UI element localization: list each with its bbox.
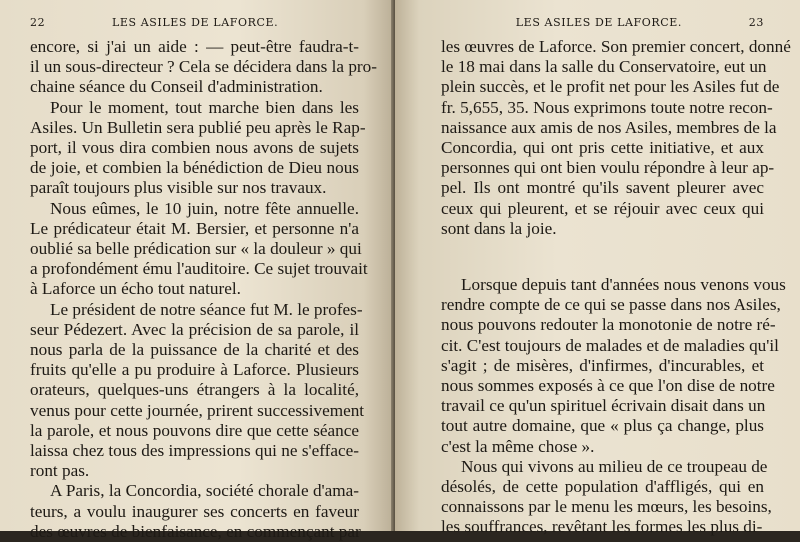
left-page — [0, 0, 395, 541]
text-line: ceux qui pleurent, et se réjouir avec ceux qui — [441, 198, 764, 218]
text-line: Le prédicateur était M. Bersier, et personne n'a — [30, 218, 359, 238]
text-line: seur Pédezert. Avec la précision de sa parole, il — [30, 319, 359, 339]
text-line: pel. Ils ont montré qu'ils savent pleurer avec — [441, 178, 764, 198]
text-line: il un sous-directeur ? Cela se décidera dans la pro- — [30, 57, 377, 77]
left-running-head — [30, 16, 359, 29]
text-line: travail ce qu'un spirituel écrivain disait dans un — [441, 396, 766, 416]
paragraph — [30, 37, 377, 98]
text-line: s'agit ; de misères, d'infirmes, d'incurables, et — [441, 355, 764, 375]
text-line: c'est la même chose ». — [441, 436, 595, 456]
paragraph — [441, 275, 786, 457]
text-line: désolés, de cette population d'affligés, qui en — [441, 477, 764, 497]
text-line: Nous qui vivons au milieu de ce troupeau de — [461, 456, 768, 476]
text-line: le 18 mai dans la salle du Conservatoire, eut un — [441, 57, 767, 77]
text-line: de joie, et combien la bénédiction de Dieu nous — [30, 158, 359, 178]
text-line: Asiles. Un Bulletin sera publié peu après le Rap- — [30, 117, 366, 137]
text-line: Pour le moment, tout marche bien dans les — [50, 97, 359, 117]
text-line: port, il vous dira combien nous avons de sujets — [30, 138, 359, 158]
text-line: fruits qu'elle a pu produire à Laforce. Plusieurs — [30, 360, 359, 380]
text-line: oublié sa belle prédication sur « la douleur » qui — [30, 239, 362, 259]
text-line: Le président de notre séance fut M. le profes- — [50, 299, 363, 319]
right-running-head — [441, 16, 764, 29]
text-line: personnes qui ont bien voulu répondre à leur ap- — [441, 158, 775, 178]
text-line: les souffrances, revêtant les formes les plus di- — [441, 517, 763, 537]
text-line: connaissons par le menu les mœurs, les besoins, — [441, 497, 772, 517]
left-page-body — [30, 37, 377, 542]
text-line: encore, si j'ai un aide : — peut-être faudra-t- — [30, 37, 359, 56]
left-running-title: LES ASILES DE LAFORCE. — [111, 16, 279, 29]
text-line: naissance aux amis de nos Asiles, membres de la — [441, 117, 777, 137]
text-line: chaine séance du Conseil d'administration. — [30, 77, 323, 97]
text-line: les œuvres de Laforce. Son premier concert, donné — [441, 37, 791, 56]
text-line: laissa chez tous des impressions qui ne s'efface- — [30, 441, 359, 461]
text-line: des œuvres de bienfaisance, en commençant par — [30, 521, 361, 541]
text-line: nous sommes exposés à ce que l'on dise de notre — [441, 376, 775, 396]
text-line: rendre compte de ce qui se passe dans nos Asiles, — [441, 295, 781, 315]
right-running-title: LES ASILES DE LAFORCE. — [515, 16, 683, 29]
paragraph — [30, 97, 366, 199]
text-line: nous parla de la puissance de la charité et des — [30, 340, 359, 360]
text-line: plein succès, et le profit net pour les Asiles fut de — [441, 77, 780, 97]
text-line: Concordia, qui ont pris cette initiative, et aux — [441, 138, 764, 158]
paragraph — [441, 456, 772, 538]
text-line: ront pas. — [30, 461, 90, 481]
right-page — [395, 0, 800, 537]
text-line: cit. C'est toujours de malades et de maladies qu'il — [441, 335, 779, 355]
text-line: A Paris, la Concordia, société chorale d'ama- — [50, 481, 359, 501]
text-line: la parole, et nous pouvons dire que cette séance — [30, 420, 359, 440]
paragraph — [441, 37, 791, 239]
left-page-number: 22 — [30, 16, 46, 29]
text-line: Nous eûmes, le 10 juin, notre fête annuelle. — [50, 198, 359, 218]
paragraph — [30, 481, 359, 542]
right-page-number: 23 — [748, 16, 764, 29]
text-line: fr. 5,655, 35. Nous exprimons toute notre recon- — [441, 97, 773, 117]
text-line: nous pouvons redouter la monotonie de notre ré- — [441, 315, 776, 335]
paragraph — [30, 198, 368, 300]
text-line: sont dans la joie. — [441, 218, 557, 238]
text-line: tout autre domaine, que « plus ça change, plus — [441, 416, 764, 436]
text-line: teurs, a voulu inaugurer ses concerts en faveur — [30, 501, 359, 521]
paragraph — [30, 299, 365, 482]
text-line: à Laforce un écho tout naturel. — [30, 279, 241, 299]
right-page-body — [441, 37, 791, 538]
text-line: venus pour cette journée, prirent successivement — [30, 400, 365, 420]
paragraph-spacer — [441, 239, 764, 275]
text-line: Lorsque depuis tant d'années nous venons vous — [461, 275, 786, 295]
text-line: a profondément ému l'auditoire. Ce sujet trouvait — [30, 259, 368, 279]
text-line: paraît toujours plus visible sur nos travaux. — [30, 178, 327, 198]
text-line: orateurs, quelques-uns étrangers à la localité, — [30, 380, 359, 400]
